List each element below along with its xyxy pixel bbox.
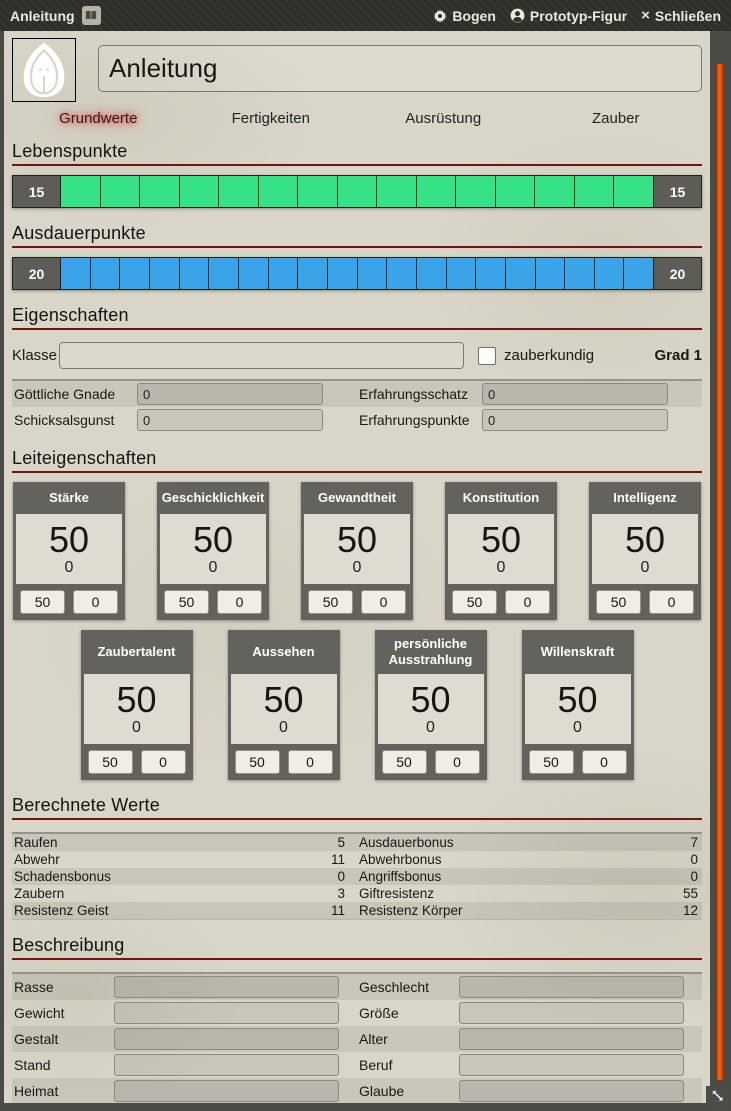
- attribute-mod: 0: [426, 719, 435, 737]
- attribute-roll-area[interactable]: [592, 514, 698, 584]
- section-title-lebenspunkte: Lebenspunkte: [12, 141, 702, 166]
- computed-label: Angriffsbonus: [359, 869, 442, 884]
- health-segment[interactable]: [456, 176, 496, 207]
- stamina-segment[interactable]: [624, 258, 653, 289]
- stamina-segment[interactable]: [506, 258, 536, 289]
- field-row: [12, 1078, 702, 1103]
- computed-value: 55: [682, 886, 698, 901]
- window-titlebar[interactable]: [0, 0, 731, 31]
- stamina-segment[interactable]: [180, 258, 210, 289]
- computed-row: [12, 851, 702, 868]
- computed-label: Schadensbonus: [14, 869, 111, 884]
- computed-value: 11: [330, 852, 345, 867]
- attribute-base-input[interactable]: [529, 750, 574, 774]
- sheet-config-button[interactable]: [433, 8, 496, 24]
- attribute-row-1: [12, 482, 702, 620]
- close-icon: ×: [641, 7, 650, 24]
- attribute-value: 50: [557, 678, 598, 720]
- field-input[interactable]: [459, 1054, 684, 1076]
- attribute-base-input[interactable]: [596, 590, 641, 614]
- stamina-bar: [12, 257, 702, 290]
- attribute-bonus-input[interactable]: [361, 590, 406, 614]
- computed-value: 0: [690, 852, 698, 867]
- attribute-bonus-input[interactable]: [435, 750, 480, 774]
- window-title: Anleitung: [10, 7, 75, 24]
- attribute-mod: 0: [208, 559, 218, 577]
- attribute-mod: 0: [352, 559, 362, 577]
- zauberkundig-checkbox[interactable]: [478, 347, 496, 365]
- attribute-mod: 0: [496, 559, 506, 577]
- attribute-value: 50: [48, 518, 90, 560]
- attribute-bonus-input[interactable]: [141, 750, 186, 774]
- field-label: Gewicht: [14, 1005, 65, 1021]
- field-label: Glaube: [359, 1083, 405, 1099]
- field-row: [12, 1052, 702, 1078]
- character-name-input[interactable]: [98, 45, 702, 92]
- health-segment[interactable]: [338, 176, 378, 207]
- attribute-name: Gewandtheit: [317, 489, 396, 505]
- field-input[interactable]: [459, 1080, 684, 1102]
- attribute-card: [589, 482, 701, 620]
- properties-table: [12, 379, 702, 433]
- computed-label: Resistenz Geist: [14, 903, 109, 918]
- health-segment[interactable]: [535, 176, 575, 207]
- computed-label: Abwehr: [14, 852, 60, 867]
- klasse-input[interactable]: [59, 342, 464, 369]
- health-segment[interactable]: [101, 176, 141, 207]
- attribute-roll-area[interactable]: [525, 674, 631, 744]
- health-segment[interactable]: [298, 176, 338, 207]
- character-portrait[interactable]: [12, 38, 76, 102]
- field-input[interactable]: [114, 1054, 339, 1076]
- section-title-eigenschaften: Eigenschaften: [12, 305, 702, 330]
- attribute-bonus-input[interactable]: [582, 750, 627, 774]
- zauberkundig-label: zauberkundig: [504, 347, 595, 364]
- attribute-value: 50: [336, 518, 378, 560]
- stamina-segment[interactable]: [595, 258, 625, 289]
- tab-grundwerte[interactable]: Grundwerte: [59, 110, 138, 127]
- attribute-roll-area[interactable]: [84, 674, 190, 744]
- attribute-card: [375, 630, 487, 780]
- attribute-mod: 0: [640, 559, 650, 577]
- attribute-value: 50: [410, 678, 451, 720]
- computed-value: 12: [682, 903, 698, 918]
- prototype-token-label: Prototyp-Figur: [529, 7, 628, 24]
- attribute-base-input[interactable]: [88, 750, 133, 774]
- attribute-base-input[interactable]: [452, 590, 497, 614]
- attribute-row-2: [12, 630, 702, 780]
- stamina-segment[interactable]: [565, 258, 595, 289]
- stamina-segment[interactable]: [209, 258, 239, 289]
- health-segment[interactable]: [417, 176, 457, 207]
- attribute-card: [228, 630, 340, 780]
- health-segment[interactable]: [61, 176, 101, 207]
- field-row: [12, 407, 702, 433]
- field-label: Geschlecht: [359, 979, 430, 995]
- scrollbar-thumb[interactable]: [716, 64, 724, 1080]
- computed-value: 0: [690, 869, 698, 884]
- computed-row: [12, 885, 702, 902]
- computed-value: 7: [690, 835, 698, 850]
- attribute-roll-area[interactable]: [16, 514, 122, 584]
- field-label: Erfahrungspunkte: [359, 412, 470, 428]
- sheet-config-label: Bogen: [452, 7, 496, 24]
- attribute-bonus-input[interactable]: [505, 590, 550, 614]
- scrollbar-track[interactable]: [710, 31, 731, 1111]
- health-max: 15: [653, 176, 701, 207]
- attribute-bonus-input[interactable]: [217, 590, 262, 614]
- field-label: Gestalt: [14, 1031, 59, 1047]
- health-segment[interactable]: [496, 176, 536, 207]
- field-input[interactable]: [459, 1002, 684, 1024]
- field-input[interactable]: [114, 1080, 339, 1102]
- field-row: [12, 1000, 702, 1026]
- field-row: [12, 381, 702, 407]
- attribute-value: 50: [480, 518, 522, 560]
- attribute-base-input[interactable]: [308, 590, 353, 614]
- tab-fertigkeiten[interactable]: Fertigkeiten: [231, 110, 310, 127]
- health-bar: [12, 175, 702, 208]
- attribute-mod: 0: [573, 719, 582, 737]
- attribute-roll-area[interactable]: [160, 514, 266, 584]
- field-input[interactable]: [459, 976, 684, 998]
- attribute-value: 50: [263, 678, 304, 720]
- field-label: Beruf: [359, 1057, 393, 1073]
- field-label: Erfahrungsschatz: [359, 386, 468, 402]
- tab-ausruestung[interactable]: Ausrüstung: [405, 110, 482, 127]
- health-segment[interactable]: [140, 176, 180, 207]
- computed-value: 3: [337, 886, 345, 901]
- stamina-segment[interactable]: [91, 258, 121, 289]
- stamina-current: 20: [13, 258, 61, 289]
- health-segment[interactable]: [219, 176, 259, 207]
- stamina-max: 20: [653, 258, 701, 289]
- health-segment[interactable]: [259, 176, 299, 207]
- health-segment[interactable]: [377, 176, 417, 207]
- field-label: Göttliche Gnade: [14, 386, 116, 402]
- field-input[interactable]: [137, 383, 323, 405]
- attribute-base-input[interactable]: [235, 750, 280, 774]
- attribute-value: 50: [624, 518, 666, 560]
- attribute-bonus-input[interactable]: [73, 590, 118, 614]
- field-input[interactable]: [482, 409, 668, 431]
- attribute-card: [301, 482, 413, 620]
- stamina-segment[interactable]: [239, 258, 269, 289]
- attribute-bonus-input[interactable]: [288, 750, 333, 774]
- attribute-mod: 0: [64, 559, 74, 577]
- resize-icon: [710, 1088, 725, 1108]
- field-row: [12, 974, 702, 1000]
- attribute-name: Geschicklichkeit: [161, 489, 265, 505]
- computed-values-table: [12, 832, 702, 920]
- field-input[interactable]: [114, 1002, 339, 1024]
- computed-label: Abwehrbonus: [359, 852, 442, 867]
- stamina-segment[interactable]: [387, 258, 417, 289]
- book-icon: [85, 8, 97, 24]
- computed-value: 0: [337, 869, 345, 884]
- attribute-name: Willenskraft: [540, 643, 615, 659]
- field-row: [12, 1026, 702, 1052]
- field-label: Größe: [359, 1005, 399, 1021]
- computed-value: 11: [330, 903, 345, 918]
- computed-label: Raufen: [14, 835, 58, 850]
- attribute-roll-area[interactable]: [378, 674, 484, 744]
- attribute-card: [157, 482, 269, 620]
- stamina-segment[interactable]: [447, 258, 477, 289]
- attribute-value: 50: [116, 678, 157, 720]
- field-label: Alter: [359, 1031, 388, 1047]
- stamina-segment[interactable]: [120, 258, 150, 289]
- stamina-segment[interactable]: [150, 258, 180, 289]
- attribute-base-input[interactable]: [382, 750, 427, 774]
- field-input[interactable]: [482, 383, 668, 405]
- stamina-segments: [61, 258, 653, 289]
- field-input[interactable]: [459, 1028, 684, 1050]
- field-input[interactable]: [114, 976, 339, 998]
- attribute-roll-area[interactable]: [231, 674, 337, 744]
- gear-icon: [433, 9, 447, 23]
- computed-label: Ausdauerbonus: [359, 835, 454, 850]
- attribute-mod: 0: [132, 719, 141, 737]
- prototype-token-button[interactable]: [510, 8, 627, 24]
- attribute-name: Intelligenz: [613, 489, 677, 505]
- field-label: Rasse: [14, 979, 54, 995]
- section-title-beschreibung: Beschreibung: [12, 935, 702, 960]
- stamina-segment[interactable]: [476, 258, 506, 289]
- section-title-leiteigenschaften: Leiteigenschaften: [12, 448, 702, 473]
- computed-value: 5: [337, 835, 345, 850]
- user-icon: [510, 8, 525, 23]
- stamina-segment[interactable]: [328, 258, 358, 289]
- health-segment[interactable]: [180, 176, 220, 207]
- health-segments: [61, 176, 653, 207]
- stamina-segment[interactable]: [536, 258, 566, 289]
- sheet-tabs: [12, 107, 702, 130]
- attribute-mod: 0: [279, 719, 288, 737]
- attribute-name: Konstitution: [462, 489, 540, 505]
- stamina-segment[interactable]: [358, 258, 388, 289]
- attribute-card: [13, 482, 125, 620]
- close-button[interactable]: [641, 8, 721, 24]
- stamina-segment[interactable]: [417, 258, 447, 289]
- field-label: Heimat: [14, 1083, 59, 1099]
- stamina-segment[interactable]: [298, 258, 328, 289]
- section-title-berechnete-werte: Berechnete Werte: [12, 795, 702, 820]
- stamina-segment[interactable]: [61, 258, 91, 289]
- klasse-label: Klasse: [12, 347, 58, 364]
- computed-row: [12, 868, 702, 885]
- attribute-name: Stärke: [49, 489, 89, 505]
- attribute-name: Aussehen: [252, 643, 315, 659]
- grad-value: Grad 1: [654, 347, 702, 364]
- section-title-ausdauerpunkte: Ausdauerpunkte: [12, 223, 702, 248]
- field-input[interactable]: [137, 409, 323, 431]
- attribute-card: [81, 630, 193, 780]
- close-label: Schließen: [654, 7, 721, 24]
- computed-label: Zaubern: [14, 886, 65, 901]
- attribute-name: persönliche Ausstrahlung: [388, 635, 473, 667]
- attribute-value: 50: [192, 518, 234, 560]
- computed-label: Resistenz Körper: [359, 903, 463, 918]
- health-segment[interactable]: [614, 176, 653, 207]
- tab-zauber[interactable]: Zauber: [591, 110, 640, 127]
- field-label: Schicksalsgunst: [14, 412, 115, 428]
- description-table: [12, 972, 702, 1103]
- attribute-base-input[interactable]: [164, 590, 209, 614]
- attribute-bonus-input[interactable]: [649, 590, 694, 614]
- field-input[interactable]: [114, 1028, 339, 1050]
- computed-row: [12, 834, 702, 851]
- character-sheet: [4, 31, 710, 1103]
- document-badge: [82, 6, 101, 25]
- attribute-base-input[interactable]: [20, 590, 65, 614]
- health-segment[interactable]: [575, 176, 615, 207]
- attribute-roll-area[interactable]: [448, 514, 554, 584]
- attribute-name: Zaubertalent: [97, 643, 176, 659]
- computed-label: Giftresistenz: [359, 886, 435, 901]
- stamina-segment[interactable]: [269, 258, 299, 289]
- attribute-card: [522, 630, 634, 780]
- attribute-roll-area[interactable]: [304, 514, 410, 584]
- health-current: 15: [13, 176, 61, 207]
- computed-row: [12, 902, 702, 919]
- field-label: Stand: [14, 1057, 51, 1073]
- resize-handle[interactable]: [706, 1086, 729, 1109]
- attribute-card: [445, 482, 557, 620]
